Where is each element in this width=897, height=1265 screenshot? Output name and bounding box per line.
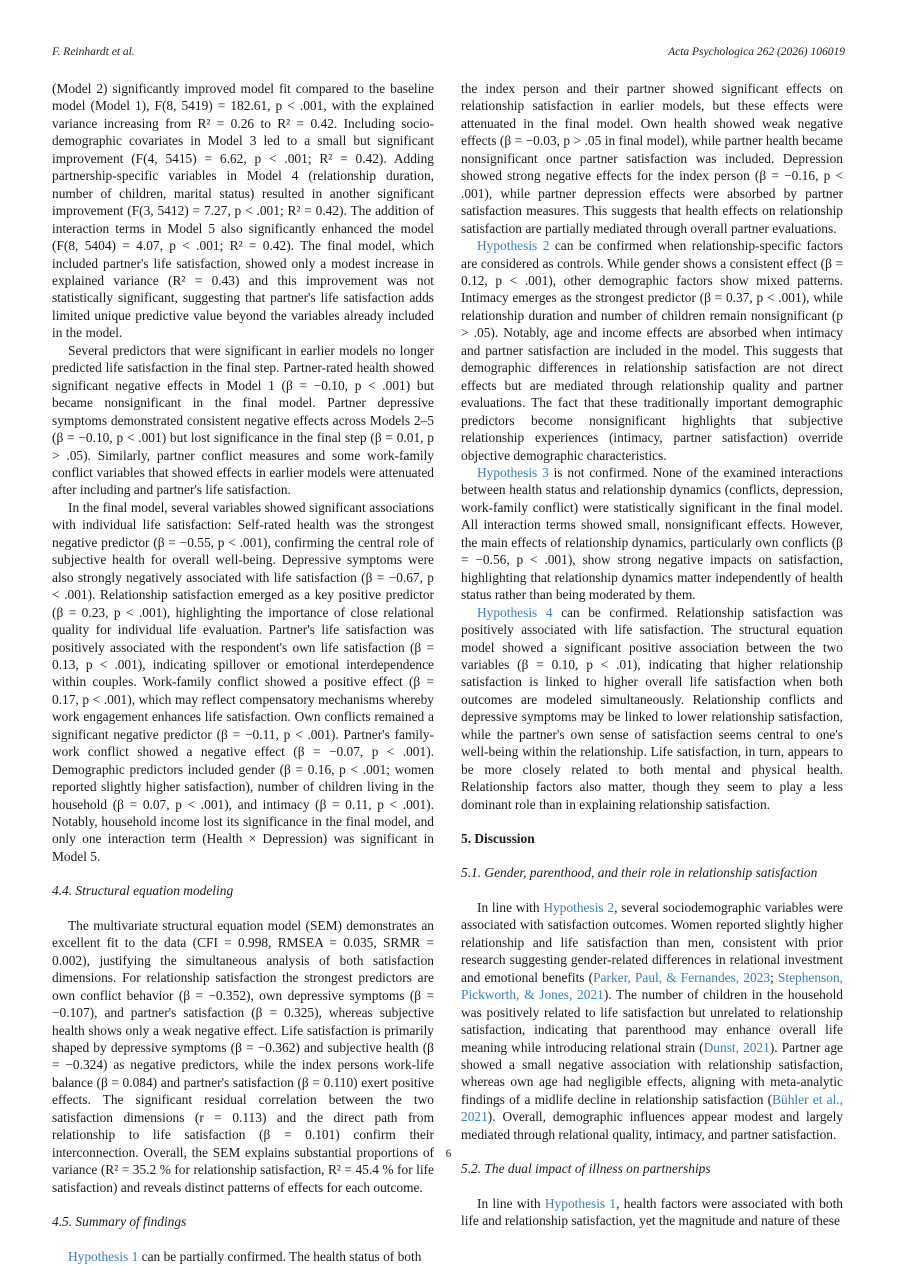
section-heading: 4.5. Summary of findings: [52, 1214, 187, 1230]
paragraph: Hypothesis 3 is not confirmed. None of the examined interactions between health status and relationship dynamics (conflicts, depression, work-family conflict) were statistically significant in the final model. All interaction terms showed small, nonsignificant effects. However, the main effects of relationship dynamics, particularly own conflicts (β = −0.56, p < .001), show strong negative impacts on satisfaction, highlighting that relationship dynamics matter independently of health status rather than being moderated by them.: [461, 464, 843, 603]
paragraph: In the final model, several variables showed significant associations with individual life satisfaction: Self-rated health was the strongest negative predictor (β = −0.55, p < .001), confirming the central role of subjective health for overall well-being. Depressive symptoms were also strongly negatively associated with life satisfaction (β = −0.67, p < .001). Relationship satisfaction emerged as a key positive predictor (β = 0.23, p < .001), highlighting the importance of close relational quality for individual life evaluation. Partner's life satisfaction was positively associated with the respondent's own life satisfaction (β = 0.13, p < .001), indicating spillover or emotional interdependence within couples. Work-family conflict showed a positive effect (β = 0.17, p < .001), which may reflect compensatory mechanisms whereby work engagement enhances life satisfaction. Own conflicts remained a significant negative predictor (β = −0.11, p < .001). Partner's family-work conflict showed a negative effect (β = −0.07, p < .001). Demographic predictors included gender (β = 0.16, p < .001; women reported slightly higher satisfaction), number of children living in the household (β = 0.07, p < .001), and intimacy (β = 0.11, p < .001). Notably, household income lost its significance in the final model, and only one interaction term (Health × Depression) was significant in Model 5.: [52, 499, 434, 864]
page-number: 6: [445, 1148, 452, 1160]
paragraph: the index person and their partner showed significant effects on relationship satisfaction in earlier models, but these effects were attenuated in the final model. Own health showed weak negative effects (β = −0.03, p > .05 in final model), while partner health became nonsignificant once partner satisfaction was included. Depression showed strong negative effects for the index person (β = −0.16, p < .001), while partner depression effects were absorbed by partner satisfaction measures. This suggests that health effects on relationship satisfaction are partially mediated through overall partner evaluations.: [461, 81, 843, 236]
header-authors: F. Reinhardt et al.: [52, 46, 135, 58]
paragraph: In line with Hypothesis 1, health factors were associated with both life and relationship satisfaction, yet the magnitude and nature of these: [461, 1195, 843, 1229]
citation-link[interactable]: Parker, Paul, & Fernandes, 2023: [593, 969, 771, 985]
section-heading: 4.4. Structural equation modeling: [52, 883, 234, 899]
paragraph: Hypothesis 1 can be partially confirmed. The health status of both: [68, 1248, 422, 1264]
subsection-heading: 5.1. Gender, parenthood, and their role in relationship satisfaction: [461, 865, 818, 881]
hypothesis-link[interactable]: Hypothesis 1: [68, 1248, 139, 1264]
hypothesis-link[interactable]: Hypothesis 2: [477, 238, 550, 254]
header-journal: Acta Psychologica 262 (2026) 106019: [668, 46, 845, 58]
citation-link[interactable]: Dunst, 2021: [703, 1039, 770, 1055]
hypothesis-link[interactable]: Hypothesis 1: [544, 1195, 617, 1211]
section-heading: 5. Discussion: [461, 831, 535, 847]
paragraph: Hypothesis 4 can be confirmed. Relationship satisfaction was positively associated with life satisfaction. The structural equation model showed a significant positive association between the two variables (β = 0.10, p < .01), indicating that higher relationship satisfaction is linked to higher overall life satisfaction when both outcomes are modeled simultaneously. Relationship conflicts and depressive symptoms may be linked to lower relationship satisfaction, while the partner's own sense of satisfaction seems central to one's well-being within the relationship. Life satisfaction, in turn, appears to be more closely related to both mental and physical health. Relationship factors also matter, though they seem to play a less dominant role than in explaining relationship satisfaction.: [461, 604, 843, 812]
paragraph: (Model 2) significantly improved model fit compared to the baseline model (Model 1), F(8, 5419) = 182.61, p < .001, with the explained variance increasing from R² = 0.26 to R² = 0.42. Including socio-demographic covariates in Model 3 led to a small but significant improvement (F(4, 5415) = 6.62, p < .001; R² = 0.42). Adding partnership-specific variables in Model 4 (relationship duration, number of children, marital status) resulted in another significant improvement (F(3, 5412) = 7.27, p < .001; R² = 0.42). The addition of interaction terms in Model 5 also significantly enhanced the model (F(8, 5404) = 4.07, p < .001; R² = 0.42). The final model, which included partner's life satisfaction, showed only a modest increase in explained variance (R² = 0.43) and this improvement was not statistically significant, suggesting that partner's life satisfaction adds limited unique predictive value beyond the variables already included in the model.: [52, 81, 434, 341]
paragraph: Hypothesis 2 can be confirmed when relationship-specific factors are considered as controls. While gender shows a consistent effect (β = 0.12, p < .001), other demographic factors show mixed patterns. Intimacy emerges as the strongest predictor (β = 0.37, p < .001), while relationship duration and number of children remain nonsignificant (p > .05). Notably, age and income effects are absorbed when intimacy and partner satisfaction are included in the model. This suggests that demographic differences in relationship satisfaction are not direct effects but are mediated through relationship quality and partner evaluations. The fact that these traditionally important demographic predictors become nonsignificant highlights that subjective relationship experiences (intimacy, partner satisfaction) override objective demographic characteristics.: [461, 238, 843, 463]
left-column: [52, 80, 434, 1265]
hypothesis-link[interactable]: Hypothesis 3: [477, 464, 549, 480]
citation-link[interactable]: Bühler et al., 2021: [461, 1091, 844, 1125]
hypothesis-link[interactable]: Hypothesis 2: [543, 899, 615, 915]
paragraph: In line with Hypothesis 2, several sociodemographic variables were associated with satisfaction outcomes. Women reported slightly higher relationship and life satisfaction than men, consistent with prior research suggesting gender-related differences in relational investment and emotional benefits (Parker, Paul, & Fernandes, 2023; Stephenson, Pickworth, & Jones, 2021). The number of children in the household was positively related to life satisfaction but unrelated to relationship satisfaction, indicating that parenthood may enhance overall life meaning while introducing relational strain (Dunst, 2021). Partner age showed a small negative association with relationship satisfaction, whereas own age had negligible effects, aligning with meta-analytic findings of a midlife decline in relationship satisfaction (Bühler et al., 2021). Overall, demographic influences appear modest and largely mediated through relational quality, intimacy, and partner satisfaction.: [461, 899, 844, 1142]
paragraph: The multivariate structural equation model (SEM) demonstrates an excellent fit to the data (CFI = 0.998, RMSEA = 0.035, SRMR = 0.002), justifying the simultaneous analysis of both satisfaction dimensions. For relationship satisfaction the strongest predictors are own conflict behavior (β = −0.352), own depressive symptoms (β = −0.107), and partner's satisfaction (β = 0.325), whereas subjective health shows only a weak negative effect. Life satisfaction is primarily shaped by depressive symptoms (β = −0.362) and subjective health (β = −0.324) as negative predictors, while the index persons work-life balance (β = 0.084) and partner's satisfaction (β = 0.110) exert positive effects. The significant residual correlation between the two satisfaction dimensions (r = 0.113) and the direct path from relationship to life satisfaction (β = 0.101) confirm their interconnection. Overall, the SEM explains substantial proportions of variance (R² = 35.2 % for relationship satisfaction, R² = 45.4 % for life satisfaction) and reveals distinct patterns of effects for each outcome.: [52, 917, 434, 1195]
paragraph: Several predictors that were significant in earlier models no longer predicted life satisfaction in the final step. Partner-rated health showed significant negative effects in Model 1 (β = −0.10, p < .001) but became nonsignificant in the final model. Partner depressive symptoms demonstrated consistent negative effects across Models 2–5 (β = −0.10, p < .001) but lost significance in the final step (β = 0.01, p > .05). Similarly, partner conflict measures and some work-family conflict variables that showed effects in earlier models were attenuated after including and partner's life satisfaction.: [52, 342, 434, 498]
subsection-heading: 5.2. The dual impact of illness on partnerships: [461, 1161, 711, 1177]
hypothesis-link[interactable]: Hypothesis 4: [477, 604, 553, 620]
right-column: [461, 80, 843, 1230]
citation-link[interactable]: Stephenson, Pickworth, & Jones, 2021: [461, 969, 843, 1003]
